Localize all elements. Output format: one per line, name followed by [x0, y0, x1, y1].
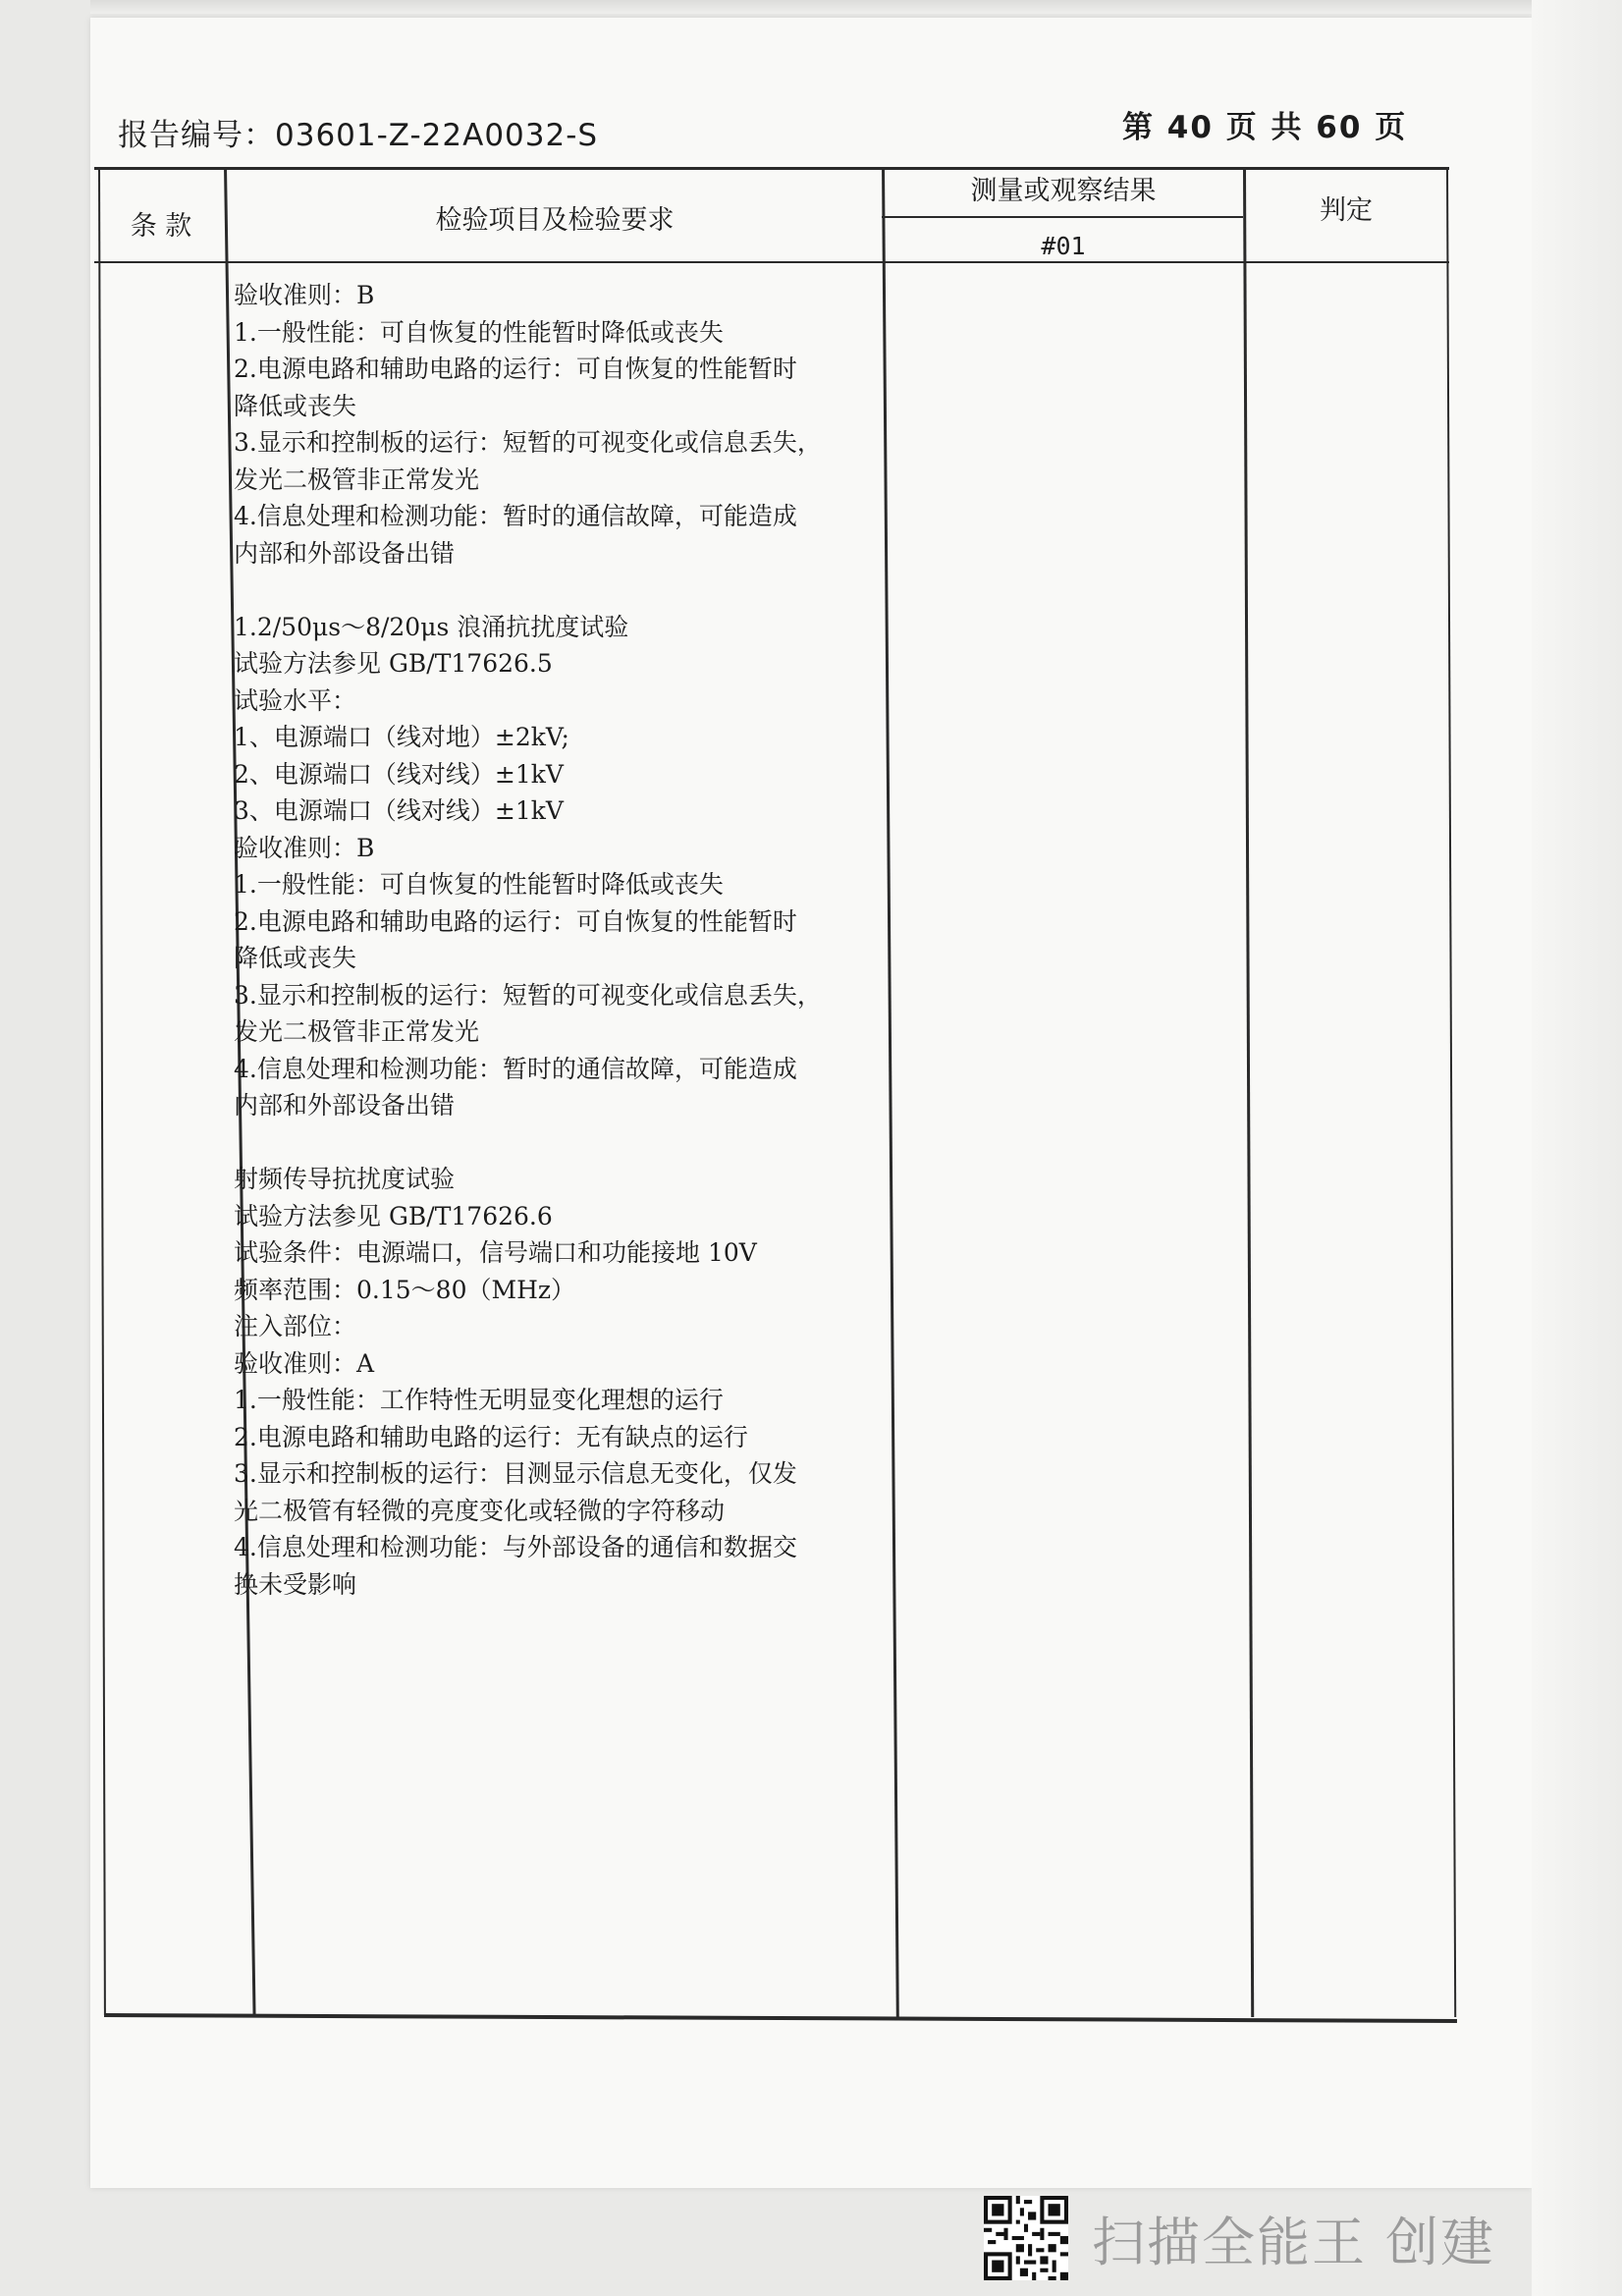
text-line: 验收准则：B — [234, 281, 375, 309]
scan-right-margin — [1532, 0, 1622, 2296]
text-line: 试验方法参见 GB/T17626.5 — [234, 649, 553, 678]
text-line: 试验方法参见 GB/T17626.6 — [234, 1201, 553, 1230]
text-line: 4.信息处理和检测功能：暂时的通信故障，可能造成 — [234, 502, 797, 530]
text-line: 发光二极管非正常发光 — [234, 1017, 480, 1046]
text-line: 内部和外部设备出错 — [234, 1091, 456, 1120]
text-line: 4.信息处理和检测功能：与外部设备的通信和数据交 — [234, 1533, 797, 1561]
clause-header: 条 款 — [130, 211, 192, 242]
text-line: 频率范围：0.15～80（MHz） — [234, 1275, 576, 1304]
requirements-text — [234, 277, 892, 1603]
text-line: 降低或丧失 — [234, 391, 357, 420]
text-line: 3、电源端口（线对线）±1kV — [234, 796, 564, 825]
text-line: 3.显示和控制板的运行：短暂的可视变化或信息丢失， — [234, 428, 822, 457]
result-subheader-line — [882, 216, 1243, 218]
blank-line — [234, 572, 892, 609]
text-line: 验收准则：B — [234, 833, 375, 862]
text-line: 1、电源端口（线对地）±2kV; — [234, 723, 569, 751]
sample-id-header: #01 — [1041, 232, 1086, 260]
text-line: 2、电源端口（线对线）±1kV — [234, 759, 564, 789]
result-header: 测量或观察结果 — [970, 176, 1157, 206]
text-line: 2.电源电路和辅助电路的运行：可自恢复的性能暂时 — [234, 906, 797, 936]
section-title: 射频传导抗扰度试验 — [234, 1165, 456, 1193]
item-header: 检验项目及检验要求 — [435, 205, 675, 236]
blank-line — [234, 1124, 892, 1162]
text-line: 换未受影响 — [234, 1569, 357, 1599]
text-line: 2.电源电路和辅助电路的运行：无有缺点的运行 — [234, 1422, 748, 1451]
text-line: 降低或丧失 — [234, 944, 357, 972]
qr-code-icon — [984, 2196, 1068, 2280]
text-line: 注入部位： — [234, 1312, 357, 1340]
text-line: 验收准则：A — [234, 1348, 375, 1378]
verdict-header: 判定 — [1320, 195, 1373, 226]
text-line: 光二极管有轻微的亮度变化或轻微的字符移动 — [234, 1496, 726, 1525]
text-line: 1.一般性能：工作特性无明显变化理想的运行 — [234, 1386, 724, 1414]
scanner-brand-text: 扫描全能王 创建 — [1092, 2211, 1496, 2273]
text-line: 1.一般性能：可自恢复的性能暂时降低或丧失 — [234, 870, 724, 899]
scan-top-shadow — [90, 0, 1532, 14]
section-title: 1.2/50μs～8/20μs 浪涌抗扰度试验 — [234, 612, 629, 641]
text-line: 3.显示和控制板的运行：短暂的可视变化或信息丢失， — [234, 980, 822, 1010]
text-line: 发光二极管非正常发光 — [234, 465, 480, 494]
text-line: 内部和外部设备出错 — [234, 538, 456, 568]
scanner-watermark — [984, 2196, 1495, 2280]
text-line: 试验条件：电源端口，信号端口和功能接地 10V — [234, 1238, 757, 1267]
text-line: 3.显示和控制板的运行：目测显示信息无变化，仅发 — [234, 1459, 797, 1488]
page-number: 第 40 页 共 60 页 — [1122, 110, 1408, 145]
text-line: 试验水平： — [234, 685, 357, 715]
text-line: 2.电源电路和辅助电路的运行：可自恢复的性能暂时 — [234, 355, 797, 383]
text-line: 4.信息处理和检测功能：暂时的通信故障，可能造成 — [234, 1054, 797, 1083]
report-number: 报告编号：03601-Z-22A0032-S — [118, 118, 599, 153]
text-line: 1.一般性能：可自恢复的性能暂时降低或丧失 — [234, 317, 724, 347]
